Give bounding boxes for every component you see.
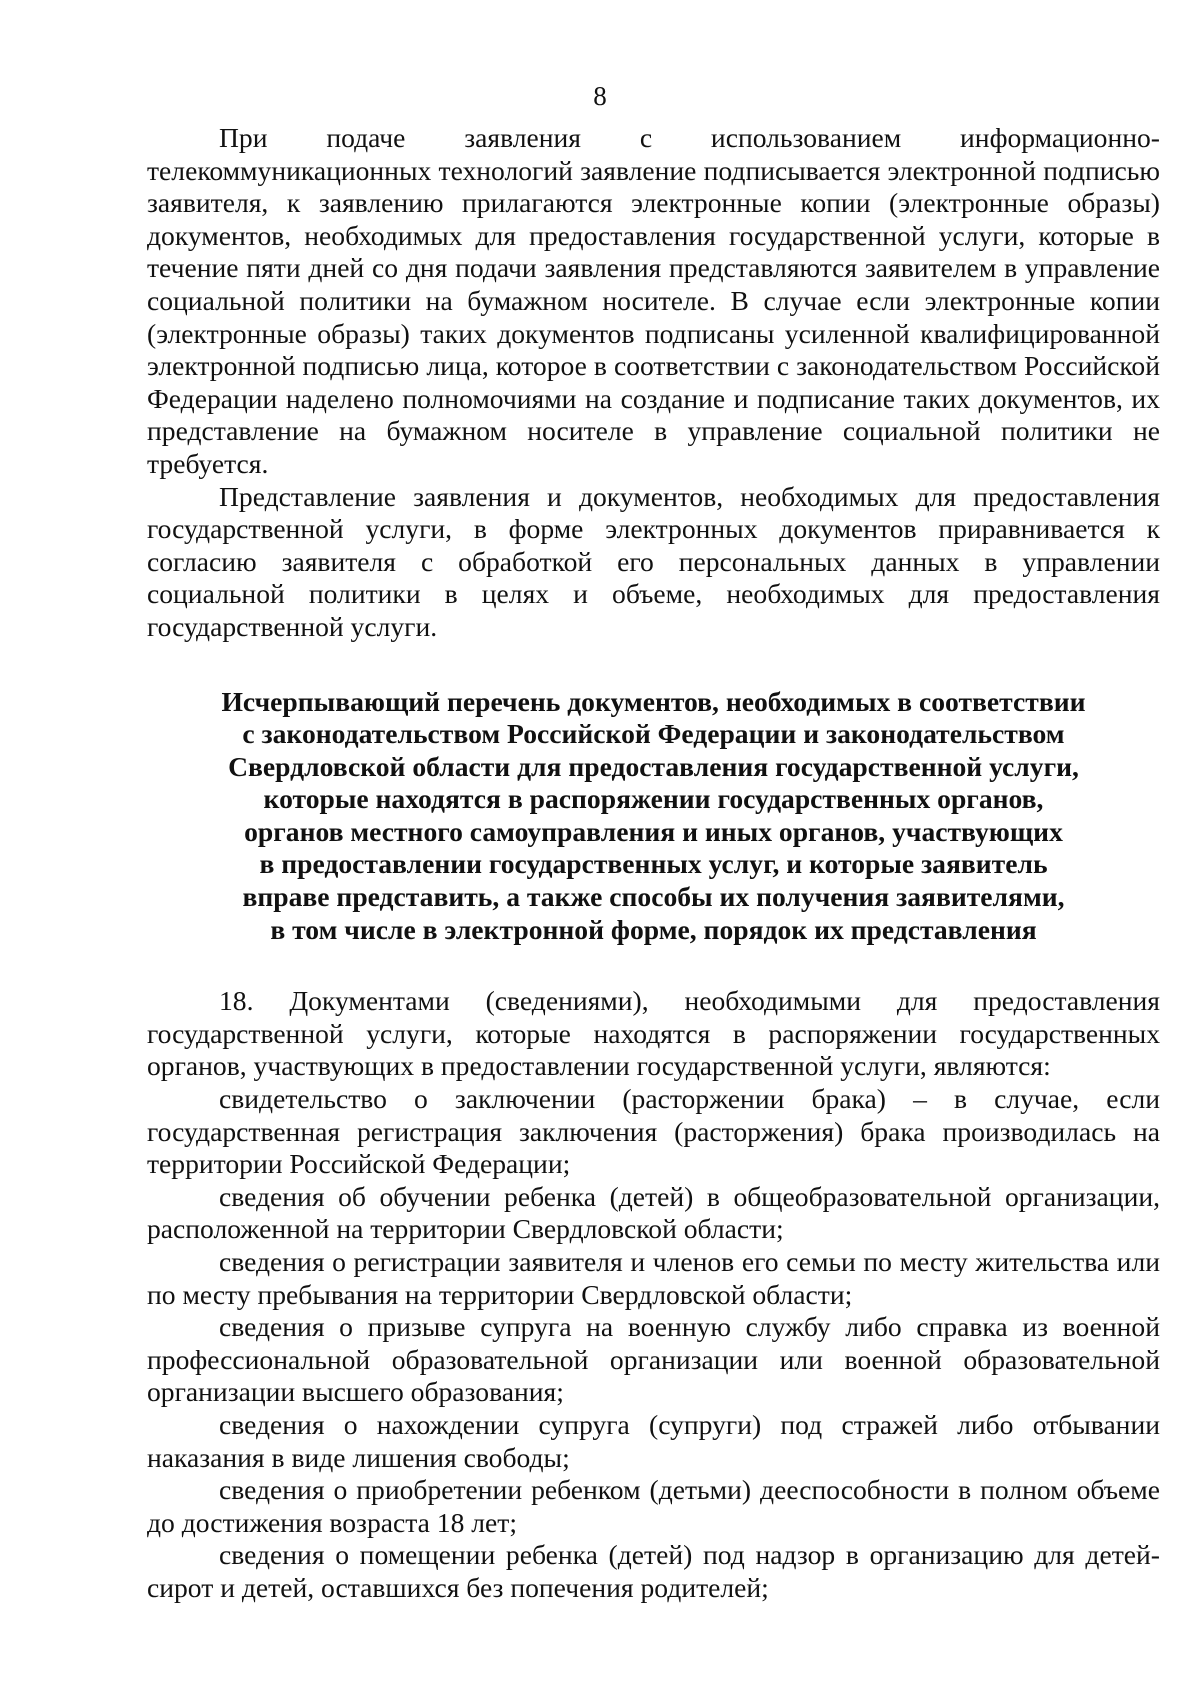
list-item-school-education: сведения об обучении ребенка (детей) в общеобразовательной организации, расположенной на территории Свердловской области;	[147, 1180, 1160, 1245]
paragraph-item-18: 18. Документами (сведениями), необходимыми для предоставления государственной услуги, которые находятся в распоряжении государственных органов, участвующих в предоставлении государственной услуги, являются:	[147, 985, 1160, 1082]
list-item-orphan-care: сведения о помещении ребенка (детей) под надзор в организацию для детей-сирот и детей, оставшихся без попечения родителей;	[147, 1539, 1160, 1603]
heading-line: с законодательством Российской Федерации и законодательством	[242, 718, 1065, 750]
list-item-registration: сведения о регистрации заявителя и членов его семьи по месту жительства или по месту пребывания на территории Свердловской области;	[147, 1246, 1160, 1310]
heading-line: органов местного самоуправления и иных органов, участвующих	[244, 815, 1063, 847]
paragraph-electronic-submission: При подаче заявления с использованием информационно-телекоммуникационных технологий заявление подписывается электронной подписью заявителя, к заявлению прилагаются электронные копии (электронные образы) документов, необходимых для предоставления государственной услуги, которые в течение пяти дней со дня подачи заявления представляются заявителем в управление социальной политики на бумажном носителе. В случае если электронные копии (электронные образы) таких документов подписаны усиленной квалифицированной электронной подписью лица, которое в соответствии с законодательством Российской Федерации наделено полномочиями на создание и подписание таких документов, их представление на бумажном носителе в управление социальной политики не требуется.	[147, 122, 1160, 479]
heading-line: Исчерпывающий перечень документов, необходимых в соответствии	[221, 685, 1086, 717]
heading-line: вправе представить, а также способы их получения заявителями,	[242, 881, 1065, 913]
section-heading	[147, 686, 1160, 947]
list-item-custody: сведения о нахождении супруга (супруги) под стражей либо отбывании наказания в виде лишения свободы;	[147, 1408, 1160, 1473]
list-item-military-service: сведения о призыве супруга на военную службу либо справка из военной профессиональной образовательной организации или военной образовательной организации высшего образования;	[147, 1311, 1160, 1408]
paragraph-consent-personal-data: Представление заявления и документов, необходимых для предоставления государственной услуги, в форме электронных документов приравнивается к согласию заявителя с обработкой его персональных данных в управлении социальной политики в целях и объеме, необходимых для предоставления государственной услуги.	[147, 480, 1160, 642]
heading-line: которые находятся в распоряжении государственных органов,	[263, 783, 1044, 815]
document-body	[147, 122, 1160, 1605]
list-item-legal-capacity: сведения о приобретении ребенком (детьми) дееспособности в полном объеме до достижения возраста 18 лет;	[147, 1474, 1160, 1538]
list-item-marriage-certificate: свидетельство о заключении (расторжении брака) – в случае, если государственная регистрация заключения (расторжения) брака производилась на территории Российской Федерации;	[147, 1083, 1160, 1180]
heading-line: в том числе в электронной форме, порядок их представления	[270, 913, 1037, 945]
heading-line: в предоставлении государственных услуг, и которые заявитель	[259, 848, 1048, 880]
page-number: 8	[593, 81, 607, 111]
heading-line: Свердловской области для предоставления государственной услуги,	[228, 750, 1079, 782]
